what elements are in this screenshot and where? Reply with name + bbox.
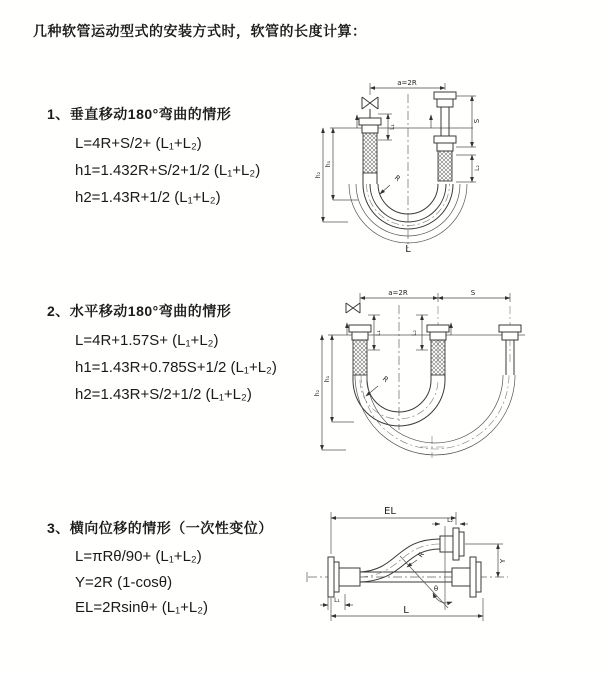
flange xyxy=(453,528,459,560)
braided-hose-section xyxy=(363,133,377,173)
section-2-heading: 2、水平移动180°弯曲的情形 xyxy=(47,303,232,319)
dim-label-l2: L₂ xyxy=(411,330,418,336)
formula-line: h1=1.432R+S/2+1/2 (L₁+L₂) xyxy=(75,162,261,179)
dim-label-h2: h₂ xyxy=(315,171,322,179)
dim-label-s: S xyxy=(470,289,476,297)
angle-label: θ xyxy=(433,585,439,593)
dim-label-l: L xyxy=(403,605,409,616)
formula-line: L=4R+S/2+ (L₁+L₂) xyxy=(75,135,202,152)
valve-icon xyxy=(346,303,360,313)
formula-line: L=4R+1.57S+ (L₁+L₂) xyxy=(75,332,219,349)
page-title: 几种软管运动型式的安装方式时，软管的长度计算： xyxy=(33,23,367,39)
dim-label-el: EL xyxy=(384,506,396,517)
formula-line: h2=1.43R+S/2+1/2 (L₁+L₂) xyxy=(75,386,252,403)
formula-line: h1=1.43R+0.785S+1/2 (L₁+L₂) xyxy=(75,359,277,376)
dim-label-l1: L₁ xyxy=(334,597,340,604)
section-3 xyxy=(47,518,273,621)
formula-line: L=πRθ/90+ (L₁+L₂) xyxy=(75,548,202,565)
braided-hose-section xyxy=(353,340,367,375)
diagram-vertical-180-bend xyxy=(310,70,600,255)
braided-hose-section xyxy=(438,151,452,181)
diagram-horizontal-180-bend xyxy=(310,280,600,470)
dim-label-h2: h₂ xyxy=(314,389,321,397)
section-1 xyxy=(47,104,260,211)
flange xyxy=(470,557,476,597)
dim-label-l2: L₂ xyxy=(474,165,481,171)
section-3-formulas xyxy=(75,544,273,621)
diagram-lateral-displacement xyxy=(300,498,600,655)
dim-label-l: L xyxy=(405,244,411,255)
dim-label-h1: h₁ xyxy=(324,375,331,383)
formula-line: EL=2Rsinθ+ (L₁+L₂) xyxy=(75,599,209,616)
section-1-formulas xyxy=(75,130,260,211)
dim-label-l2: L₂ xyxy=(447,517,453,524)
section-1-heading: 1、垂直移动180°弯曲的情形 xyxy=(47,106,232,122)
section-3-heading: 3、横向位移的情形（一次性变位） xyxy=(47,520,273,536)
flange xyxy=(359,118,381,125)
flange xyxy=(328,557,334,597)
dim-label-h1: h₁ xyxy=(325,160,332,168)
section-2 xyxy=(47,301,277,408)
dim-label-a2r: a=2R xyxy=(388,289,408,297)
flange xyxy=(427,325,449,332)
formula-line: Y=2R (1-cosθ) xyxy=(75,573,173,591)
hose-curve xyxy=(360,539,440,572)
dim-label-y: Y xyxy=(499,558,507,564)
braided-hose-section xyxy=(431,340,445,375)
dim-label-s: S xyxy=(473,118,481,124)
dim-label-a2r: a=2R xyxy=(397,79,417,87)
radius-label: R xyxy=(416,550,427,560)
dim-label-l1: L₁ xyxy=(389,124,396,130)
radius-label: R xyxy=(380,374,390,385)
dim-label-l1: L₁ xyxy=(375,330,382,336)
flange xyxy=(349,325,371,332)
radius-label: R xyxy=(392,173,402,184)
valve-icon xyxy=(362,97,378,109)
section-2-formulas xyxy=(75,327,277,408)
flange xyxy=(434,92,456,99)
formula-line: h2=1.43R+1/2 (L₁+L₂) xyxy=(75,189,221,206)
flange xyxy=(499,325,521,332)
